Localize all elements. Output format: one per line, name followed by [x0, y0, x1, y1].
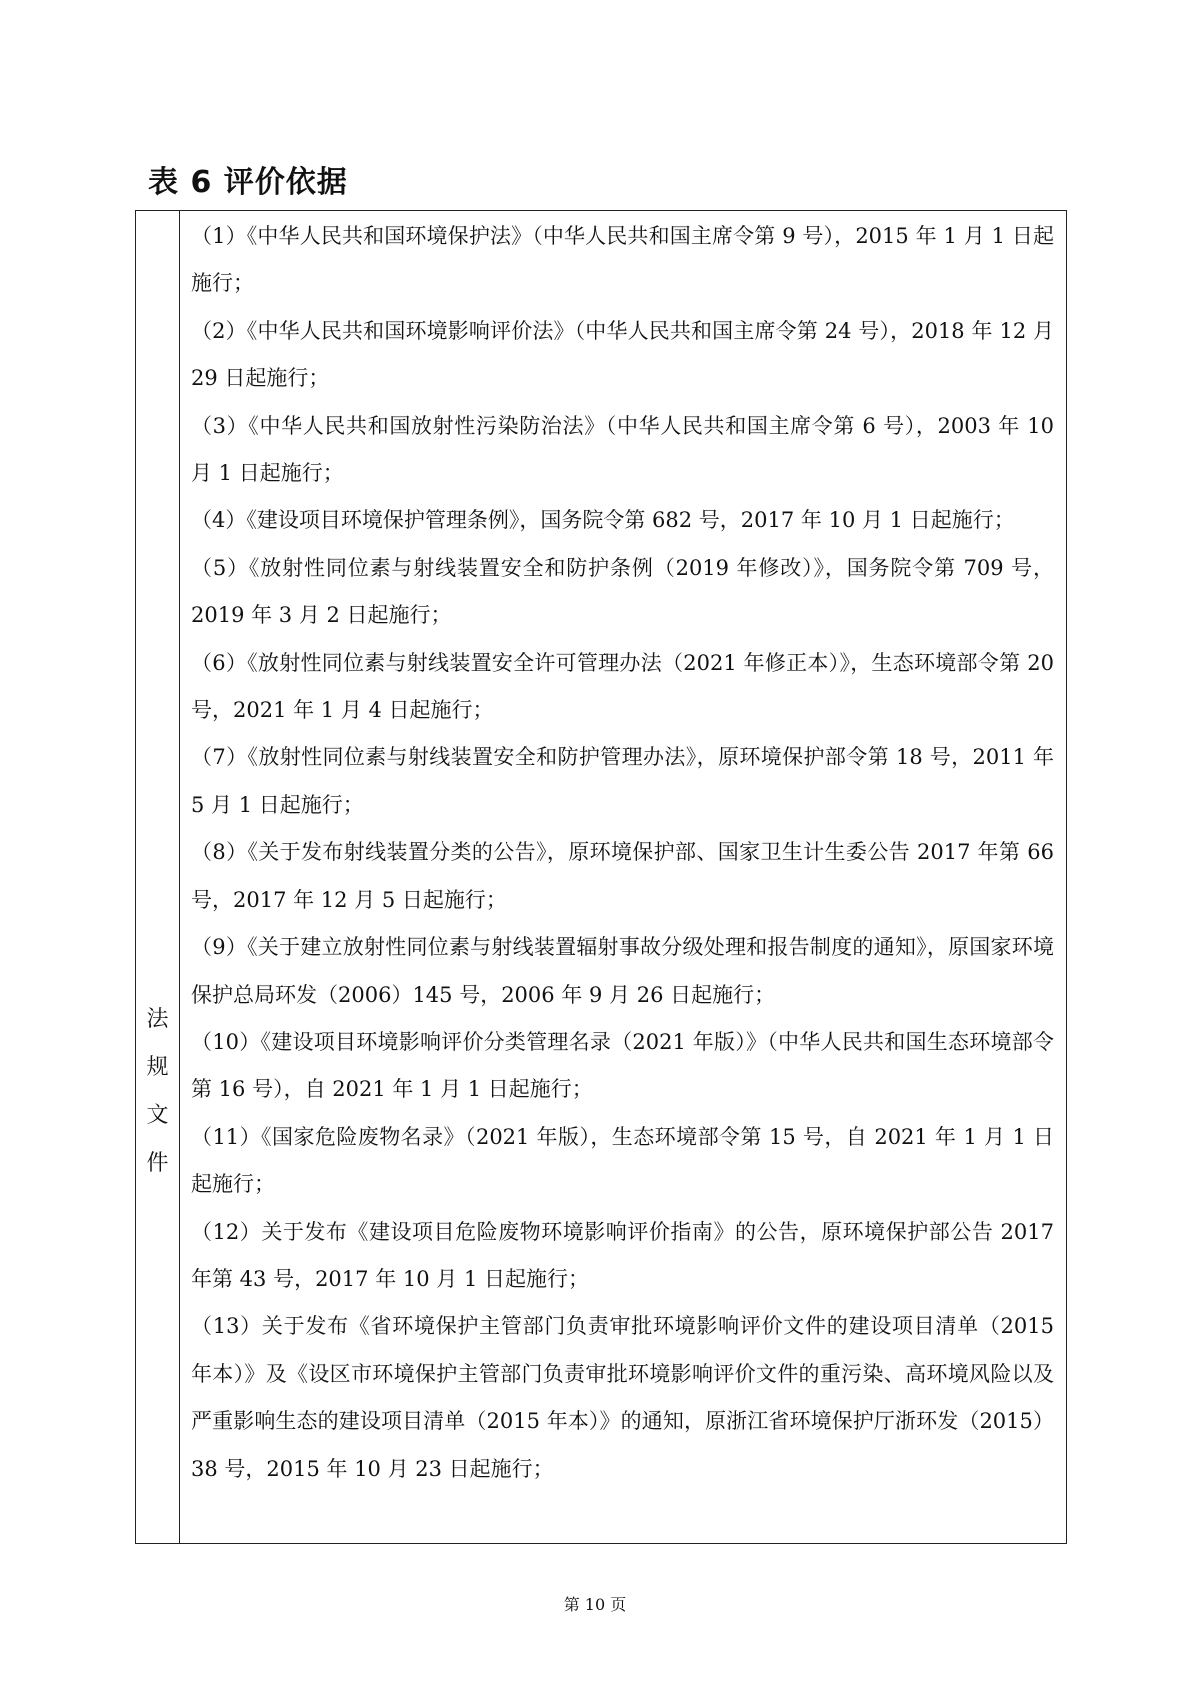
regulation-item: （9）《关于建立放射性同位素与射线装置辐射事故分级处理和报告制度的通知》，原国家环境保护总局环发（2006）145 号，2006 年 9 月 26 日起施行；: [191, 935, 1054, 1007]
column-divider: [179, 211, 180, 1543]
regulation-item: （3）《中华人民共和国放射性污染防治法》（中华人民共和国主席令第 6 号），2003 年 10 月 1 日起施行；: [191, 413, 1054, 486]
regulation-item: （12）关于发布《建设项目危险废物环境影响评价指南》的公告，原环境保护部公告 2017 年第 43 号，2017 年 10 月 1 日起施行；: [191, 1219, 1054, 1291]
section-title: 表 6 评价依据: [148, 165, 348, 200]
regulation-item: （11）《国家危险废物名录》（2021 年版），生态环境部令第 15 号，自 2021 年 1 月 1 日起施行；: [191, 1124, 1054, 1197]
regulation-item: （10）《建设项目环境影响评价分类管理名录（2021 年版）》（中华人民共和国生态环境部令第 16 号），自 2021 年 1 月 1 日起施行；: [191, 1029, 1054, 1102]
evaluation-basis-table: [135, 210, 1067, 1544]
regulation-item: （8）《关于发布射线装置分类的公告》，原环境保护部、国家卫生计生委公告 2017 年第 66 号，2017 年 12 月 5 日起施行；: [191, 840, 1054, 912]
page-number: 第 10 页: [563, 1595, 627, 1614]
regulation-item: （7）《放射性同位素与射线装置安全和防护管理办法》，原环境保护部令第 18 号，2011 年 5 月 1 日起施行；: [191, 745, 1054, 817]
category-char: 规: [146, 1055, 169, 1080]
category-char: 件: [146, 1151, 169, 1176]
category-char: 文: [146, 1103, 169, 1128]
regulation-item: （13）关于发布《省环境保护主管部门负责审批环境影响评价文件的建设项目清单（2015 年本）》及《设区市环境保护主管部门负责审批环境影响评价文件的重污染、高环境风险以及严重影响生态的建设项目清单（2015 年本）》的通知，原浙江省环境保护厅浙环发（2015）38 号，2015 年 10 月 23 日起施行；: [191, 1314, 1054, 1481]
regulation-item: （1）《中华人民共和国环境保护法》（中华人民共和国主席令第 9 号），2015 年 1 月 1 日起施行；: [191, 224, 1054, 296]
regulation-item: （5）《放射性同位素与射线装置安全和防护条例（2019 年修改）》，国务院令第 709 号，2019 年 3 月 2 日起施行；: [191, 555, 1054, 628]
regulation-item: （6）《放射性同位素与射线装置安全许可管理办法（2021 年修正本）》，生态环境部令第 20 号，2021 年 1 月 4 日起施行；: [191, 650, 1054, 723]
regulation-list: [191, 213, 1054, 1493]
regulation-item: （2）《中华人民共和国环境影响评价法》（中华人民共和国主席令第 24 号），2018 年 12 月 29 日起施行；: [191, 318, 1054, 391]
category-char: 法: [146, 1007, 169, 1032]
category-label: [136, 996, 179, 1188]
regulation-item: （4）《建设项目环境保护管理条例》，国务院令第 682 号，2017 年 10 月 1 日起施行；: [191, 508, 1015, 533]
